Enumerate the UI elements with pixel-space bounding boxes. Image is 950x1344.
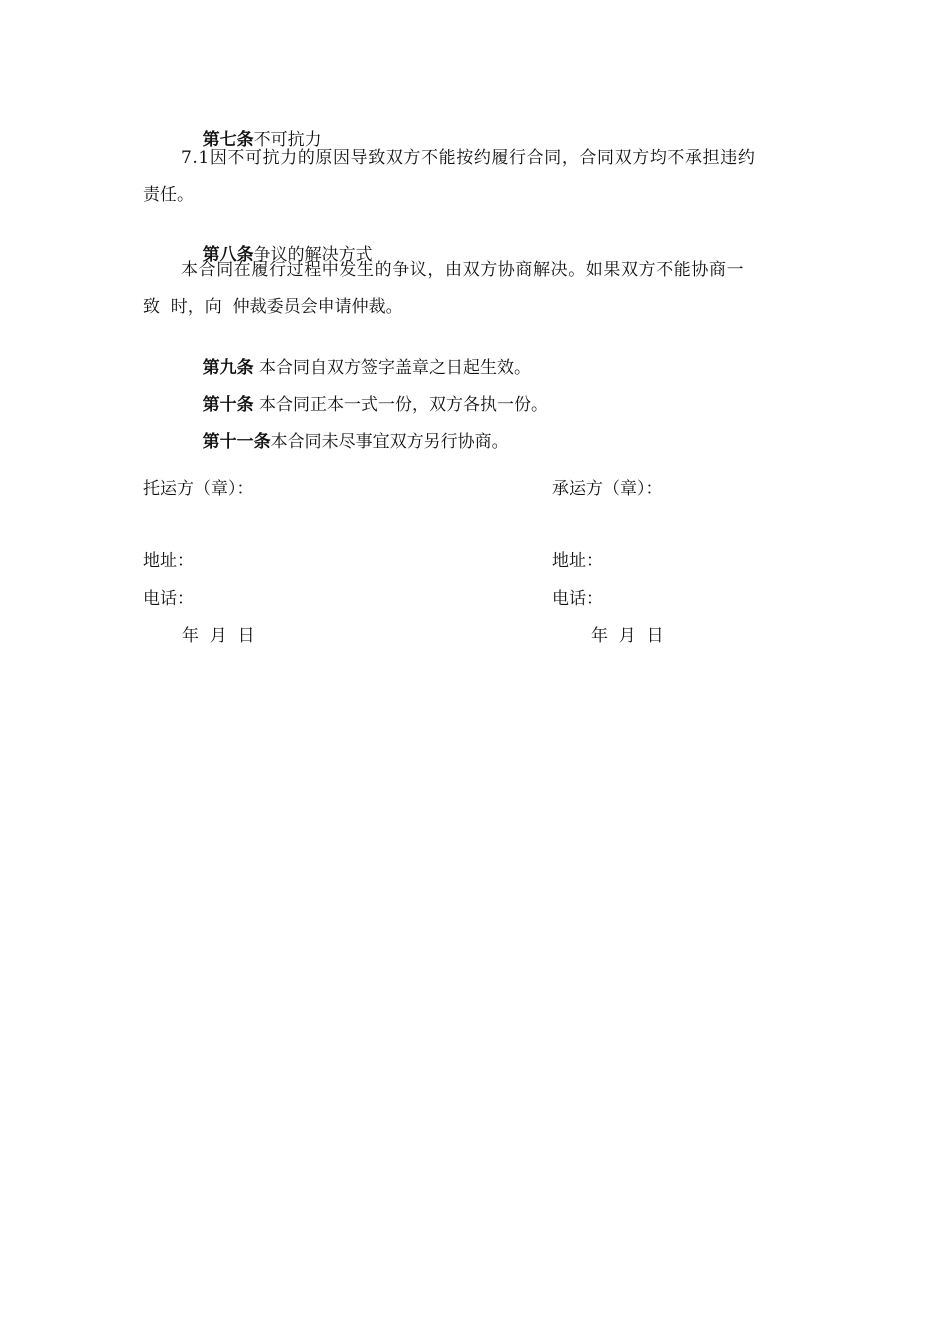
article-7-title: 不可抗力 (253, 130, 322, 150)
article-7-heading: 第七条 (202, 130, 254, 150)
article-8-heading: 第八条 (202, 245, 254, 265)
article-7-clause-line-2: 责任。 (143, 185, 194, 205)
shipper-date-label: 年 月 日 (182, 626, 255, 646)
shipper-seal-label: 托运方（章）： (143, 479, 254, 499)
article-10-body: 本合同正本一式一份，双方各执一份。 (253, 395, 549, 415)
article-8-body-line-2: 致 时，向 仲裁委员会申请仲裁。 (143, 297, 403, 317)
article-11-line (181, 409, 509, 475)
carrier-date-label: 年 月 日 (591, 626, 664, 646)
article-11-body: 本合同未尽事宜双方另行协商。 (270, 432, 509, 452)
shipper-address-label: 地址： (143, 551, 194, 571)
article-11-heading: 第十一条 (202, 432, 271, 452)
carrier-address-label: 地址： (552, 551, 603, 571)
carrier-phone-label: 电话： (552, 589, 603, 609)
article-9-heading: 第九条 (202, 358, 254, 378)
shipper-phone-label: 电话： (143, 589, 194, 609)
article-8-title: 争议的解决方式 (253, 245, 373, 265)
carrier-seal-label: 承运方（章）： (552, 479, 663, 499)
article-8-body-line-1: 本合同在履行过程中发生的争议，由双方协商解决。如果双方不能协商一 (181, 260, 745, 280)
article-9-body: 本合同自双方签字盖章之日起生效。 (253, 358, 532, 378)
article-10-heading: 第十条 (202, 395, 254, 415)
article-7-clause-line-1: 7.1因不可抗力的原因导致双方不能按约履行合同，合同双方均不承担违约 (181, 148, 756, 168)
